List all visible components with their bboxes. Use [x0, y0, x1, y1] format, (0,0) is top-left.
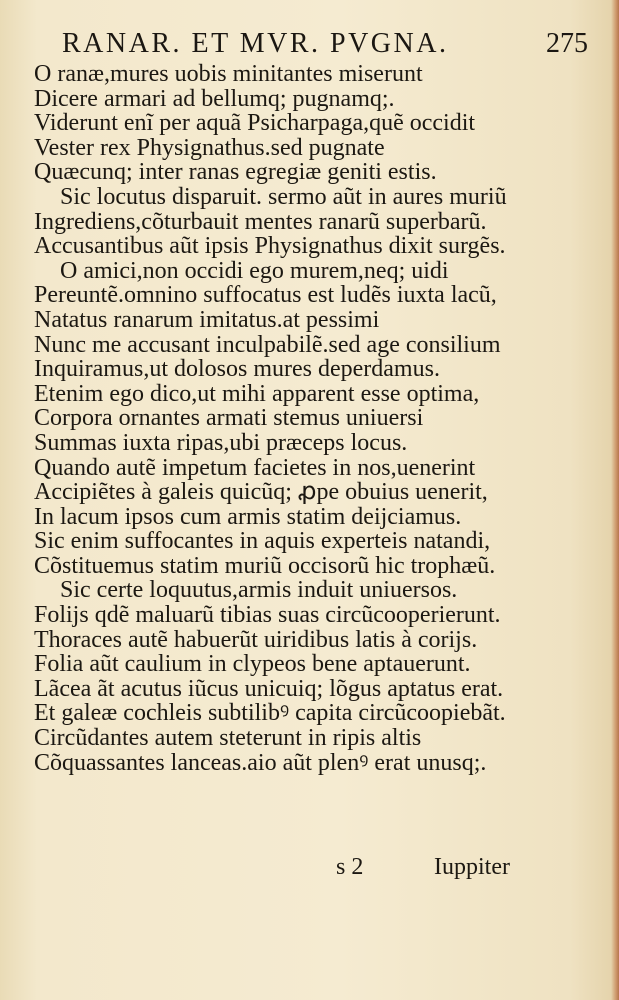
verse-line: Nunc me accusant inculpabilẽ.sed age consilium	[34, 331, 501, 358]
verse-line: Summas iuxta ripas,ubi præceps locus.	[34, 429, 408, 456]
verse-line: Accusantibus aũt ipsis Physignathus dixit surgẽs.	[34, 233, 506, 260]
verse-line: Ingrediens,cõturbauit mentes ranarũ superbarũ.	[34, 208, 487, 235]
verse-line: Pereuntẽ.omnino suffocatus est ludẽs iuxta lacũ,	[34, 282, 497, 309]
verse-line: Sic enim suffocantes in aquis experteis natandi,	[34, 528, 491, 555]
verse-line: Dicere armari ad bellumq; pugnamq;.	[34, 85, 395, 112]
verse-line: Thoraces autẽ habuerũt uiridibus latis à corijs.	[34, 626, 478, 653]
verse-line: O amici,non occidi ego murem,neq; uidi	[60, 257, 449, 284]
page-number: 275	[546, 28, 588, 59]
verse-line: Folia aũt caulium in clypeos bene aptauerunt.	[34, 651, 471, 678]
signature-mark: s 2	[336, 854, 364, 880]
verse-line: Corpora ornantes armati stemus uniuersi	[34, 405, 424, 432]
verse-line: Circũdantes autem steterunt in ripis altis	[34, 725, 422, 752]
verse-line: O ranæ,mures uobis minitantes miserunt	[34, 61, 423, 87]
verse-line: Etenim ego dico,ut mihi apparent esse optima,	[34, 380, 480, 407]
running-head	[62, 28, 592, 64]
verse-line: Sic locutus disparuit. sermo aũt in aures muriũ	[60, 183, 507, 210]
running-title: RANAR. ET MVR. PVGNA.	[62, 28, 449, 59]
verse-line: Quæcunq; inter ranas egregiæ geniti estis.	[34, 159, 437, 186]
page-edge	[611, 0, 619, 1000]
verse-block	[34, 62, 554, 775]
verse-line: Cõquassantes lanceas.aio aũt plenꝰ erat unusq;.	[34, 749, 487, 776]
verse-line: Inquiramus,ut dolosos mures deperdamus.	[34, 356, 440, 383]
verse-line: Vester rex Physignathus.sed pugnate	[34, 134, 385, 161]
verse-line: Sic certe loquutus,armis induit uniuersos.	[60, 577, 458, 604]
verse-line: Lãcea ãt acutus iũcus unicuiq; lõgus aptatus erat.	[34, 675, 504, 702]
verse-line: Cõstituemus statim muriũ occisorũ hic trophæũ.	[34, 552, 496, 579]
verse-line: Viderunt enĩ per aquã Psicharpaga,quẽ occidit	[34, 110, 476, 137]
catchword: Iuppiter	[434, 854, 510, 880]
verse-line: Folijs qdẽ maluarũ tibias suas circũcooperierunt.	[34, 602, 501, 629]
verse-line: Natatus ranarum imitatus.at pessimi	[34, 306, 380, 333]
verse-line: Et galeæ cochleis subtilibꝰ capita circũcoopiebãt.	[34, 700, 506, 727]
verse-line: In lacum ipsos cum armis statim deijciamus.	[34, 503, 462, 530]
page-footer	[0, 854, 619, 888]
verse-line: Accipiẽtes à galeis quicũq; ꝓpe obuius uenerit,	[34, 479, 488, 506]
verse-line: Quando autẽ impetum facietes in nos,uenerint	[34, 454, 476, 481]
